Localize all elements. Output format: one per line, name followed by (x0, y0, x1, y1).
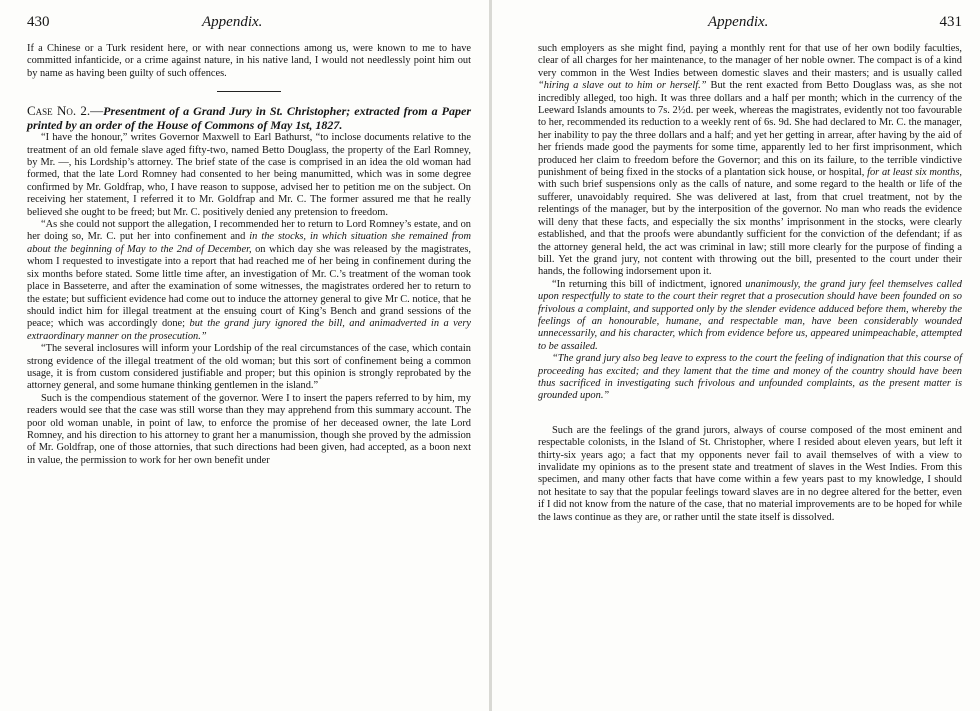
concluding-paragraph: Such are the feelings of the grand jurors, always of course composed of the most eminent and respectable colonists, in the Island of St. Christopher, where I resided about eleven years, but left it thirty-six years ago; a fact that my opponents never fail to avail themselves of with a view to invalidate my opinions as to the present state and treatment of slaves in the West Indies. From this specimen, and many other facts that have come within a few years past to my knowledge, I should not hesitate to say that the popular feelings toward slaves are in no degree altered for the better, even if I did not know from the nature of the case, that no material improvements are to be hoped for while the laws continue as they are, or rather until the state itself is dissolved. (538, 424, 962, 523)
quote-paragraph-2 (27, 219, 471, 343)
indorsement-text-b: unanimously, the grand jury feel themselves called upon respectfully to state to the court their regret that a prosecution should have been founded on so frivolous a complaint, and supported only by the slender evidence adduced before them, whereby the feelings of an honourable, humane, and respectable man, have been considerably wounded unnecessarily, and his character, which from evidence before us, appeared unimpeachable, attempted to be assailed. (538, 278, 962, 352)
quote-2-text-a: “As she could not support the allegation, I recommended her to return to Lord Romney’s estate, and on her doing so, Mr. C. put her into confinement and (27, 219, 471, 243)
quote-2-emphasis-b: but the grand jury ignored the bill, and animadverted in a very extraordinary manner on the prosecution.” (27, 318, 472, 342)
intro-paragraph: If a Chinese or a Turk resident here, or with near connections among us, were known to me to have committed infanticide, or a crime against nature, in his native land, I would not needlessly point him out by name as having been guilty of such offences. (27, 43, 471, 79)
left-header (27, 14, 471, 34)
para-1-text-b: But the rent exacted from Betto Douglass was, as she not incredibly alleged, too high. It was three dollars and a half per month; which in the currency of the Leeward Islands amounts to 7s. 2½d. per week, whereas the magistrates, evidently not too favourable to her, recommended its reduction to a weekly rent of 6s. 9d. She had declared to Mr. C. the manager, her inability to pay the three dollars and a half; and yet her getting in arrear, after having by the aid of her friends made good the payments for some time, apparently led to her first imprisonment, which produced her claim to freedom before the Governor; and this on its failure, to the terrible vindictive punishment of being fixed in the stocks of a plantation sick house, or hospital, (538, 80, 962, 179)
right-page (492, 0, 980, 711)
para-1-text-c: with such brief suspensions only as the calls of nature, and some regard to the health or life of the sufferer, unavoidably required. She was delivered at last, from that cruel treatment, not by the relentings of the manager, but by the interposition of the governor. No man who reads the evidence will deny that these facts, and especially the six months’ imprisonment in the stocks, were clearly established, and that the proofs were abundantly sufficient for the conviction of the defendant; if as the attorney general held, the act was criminal in law; still more clearly for the purpose of finding a bill. Yet the grand jury, not content with throwing out the bill, presented to the court under their hands, the following indorsement upon it. (538, 179, 962, 278)
right-running-head: Appendix. (708, 14, 769, 30)
left-page (0, 0, 489, 711)
para-1-emphasis-b: for at least six months, (867, 167, 963, 179)
case-title: Presentment of a Grand Jury in St. Christopher; extracted from a Paper printed by an order of the House of Commons of May 1st, 1827. (27, 104, 472, 133)
continuation-paragraph (538, 43, 962, 279)
indorsement-text-a: “In returning this bill of indictment, ignored (552, 278, 746, 290)
case-label: Case No. 2.— (27, 103, 104, 119)
left-page-number: 430 (27, 14, 50, 30)
quote-paragraph-3: “The several inclosures will inform your Lordship of the real circumstances of the case, which contain strong evidence of the illegal treatment of the old woman; but this sort of confinement being a common usage, it is from custom considered justifiable and proper; but this opinion is strongly reprobated by the attorney general, and some humane thinking gentlemen in the island.” (27, 343, 471, 392)
left-body (27, 43, 471, 467)
quote-2-text-b: on which day she was released by the magistrates, whom I requested to investigate into a report that had reached me of her being in confinement during the six months before stated. Some little time after, an investigation of Mr. C.’s treatment of the woman took place in Basseterre, and after the examination of some witnesses, the magistrates ordered her to return to the estate; but sufficient evidence had come out to induce the attorney general to give Mr C. notice, that he should indict him for illegal treatment at the ensuing court of King’s Bench and grand sessions of the peace; which was accordingly done; (27, 243, 471, 330)
right-page-number: 431 (939, 14, 962, 30)
section-divider (217, 91, 281, 92)
case-heading (27, 104, 471, 132)
indorsement-quote-2: “The grand jury also beg leave to express to the court the feeling of indignation that this course of proceeding has excited; and they lament that the time and money of the country should have been thus sacrificed in investigating such frivolous and unfounded complaints, as the present matter is grounded upon.” (538, 353, 962, 402)
quote-2-emphasis-a: in the stocks, in which situation she remained from about the beginning of May to the 2nd of December, (27, 231, 471, 255)
quote-paragraph-1: “I have the honour,” writes Governor Maxwell to Earl Bathurst, “to inclose documents relative to the treatment of an old female slave aged fifty-two, named Betto Douglass, the property of the Earl Romney, by Mr. —, his Lordship’s attorney. The brief state of the case is comprised in an idea the old woman had formed, that the late Lord Romney had consented to her being manumitted, which was in some degree confirmed by Mr. Goldfrap, who, I have reason to suppose, advised her to petition me on the subject. On receiving her statement, I referred it to Mr. Goldfrap and Mr. C. The former assured me that he really believed she ought to be freed; but Mr. C. positively denied any pretension to freedom. (27, 132, 471, 218)
left-running-head: Appendix. (202, 14, 263, 30)
para-1-emphasis-a: “hiring a slave out to him or herself.” (538, 80, 707, 92)
closing-paragraph: Such is the compendious statement of the governor. Were I to insert the papers referred to by him, my readers would see that the case was still worse than they may apprehend from this summary account. The poor old woman unable, in point of law, to enforce the promise of her deceased owner, the late Lord Romney, and his direction to his attorney to grant her a manumission, though she proved by the admission of Mr. Goldfrap, one of those attornies, that such directions had been given, had accepted, as a boon next in value, the permission to work for her own benefit under (27, 392, 471, 466)
paragraph-gap (538, 403, 962, 425)
indorsement-quote-1 (538, 279, 962, 353)
right-body (538, 43, 962, 524)
para-1-text-a: such employers as she might find, paying a monthly rent for that use of her own bodily faculties, clear of all charges for her maintenance, to the manager of her noble owner. The compact is of a kind very common in the West Indies between domestic slaves and their masters; and is usually called (538, 43, 962, 79)
right-header (538, 14, 962, 34)
